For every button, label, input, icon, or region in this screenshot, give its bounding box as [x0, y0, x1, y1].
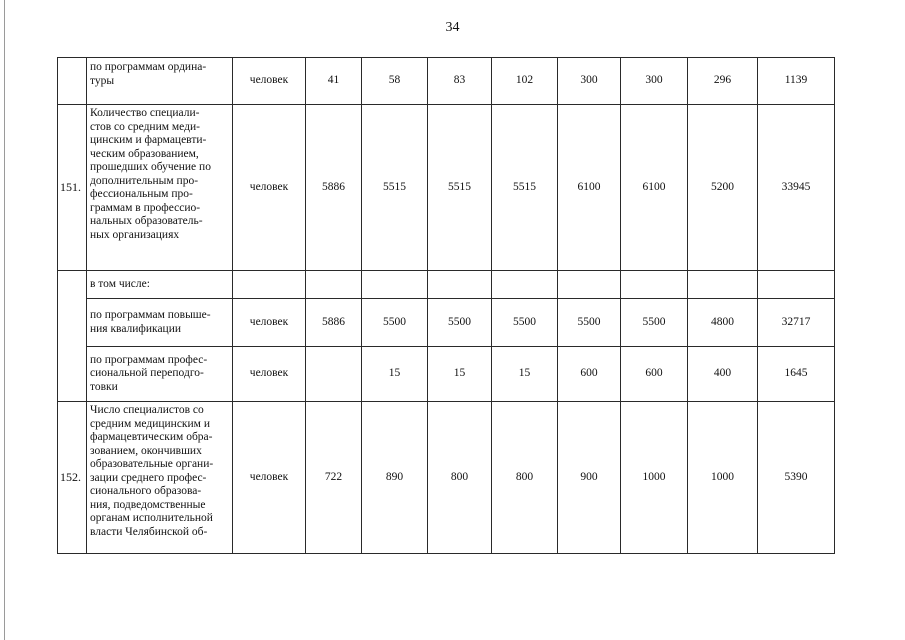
value-cell: 5500 [492, 299, 558, 347]
value-cell: 83 [428, 58, 492, 105]
row-number [58, 271, 87, 402]
value-cell: 1645 [758, 347, 835, 402]
value-cell: 5515 [492, 105, 558, 271]
value-cell: 58 [362, 58, 428, 105]
value-cell: 15 [362, 347, 428, 402]
value-cell: 5886 [306, 105, 362, 271]
row-name: по программам повыше- ния квалификации [87, 299, 233, 347]
value-cell: 890 [362, 402, 428, 554]
value-cell: 15 [428, 347, 492, 402]
value-cell: 4800 [688, 299, 758, 347]
value-cell: 15 [492, 347, 558, 402]
value-cell [306, 347, 362, 402]
page-left-border [4, 0, 5, 640]
value-cell [621, 271, 688, 299]
row-unit: человек [233, 347, 306, 402]
row-name: по программам ордина- туры [87, 58, 233, 105]
value-cell: 800 [492, 402, 558, 554]
row-unit: человек [233, 299, 306, 347]
value-cell: 102 [492, 58, 558, 105]
value-cell: 5500 [428, 299, 492, 347]
value-cell: 5515 [362, 105, 428, 271]
statistics-table [57, 57, 835, 554]
table-row [58, 402, 835, 554]
value-cell: 6100 [558, 105, 621, 271]
value-cell [306, 271, 362, 299]
value-cell: 5500 [362, 299, 428, 347]
value-cell: 32717 [758, 299, 835, 347]
value-cell: 1000 [621, 402, 688, 554]
table-row [58, 299, 835, 347]
row-number [58, 58, 87, 105]
value-cell: 33945 [758, 105, 835, 271]
value-cell: 800 [428, 402, 492, 554]
value-cell: 1139 [758, 58, 835, 105]
value-cell: 5390 [758, 402, 835, 554]
table-row [58, 347, 835, 402]
value-cell: 5886 [306, 299, 362, 347]
table-row [58, 58, 835, 105]
value-cell: 5200 [688, 105, 758, 271]
table-row [58, 105, 835, 271]
row-name: Число специалистов со средним медицинским и фармацевтическим обра- зованием, окончивших образовательные органи- зации среднего профес- сионального образова- ния, подведомственные органам исполнительной власти Челябинской об- [87, 402, 233, 554]
value-cell [558, 271, 621, 299]
value-cell [362, 271, 428, 299]
table-row [58, 271, 835, 299]
value-cell: 296 [688, 58, 758, 105]
row-unit: человек [233, 58, 306, 105]
value-cell: 41 [306, 58, 362, 105]
row-unit: человек [233, 105, 306, 271]
value-cell: 722 [306, 402, 362, 554]
value-cell: 400 [688, 347, 758, 402]
value-cell: 300 [558, 58, 621, 105]
value-cell: 5500 [558, 299, 621, 347]
row-unit: человек [233, 402, 306, 554]
value-cell [758, 271, 835, 299]
value-cell: 300 [621, 58, 688, 105]
value-cell: 5515 [428, 105, 492, 271]
value-cell [492, 271, 558, 299]
value-cell: 6100 [621, 105, 688, 271]
row-unit [233, 271, 306, 299]
row-name: в том числе: [87, 271, 233, 299]
value-cell: 5500 [621, 299, 688, 347]
page-number: 34 [445, 20, 460, 35]
value-cell: 600 [558, 347, 621, 402]
value-cell: 600 [621, 347, 688, 402]
value-cell [428, 271, 492, 299]
row-name: по программам профес- сиональной переподго- товки [87, 347, 233, 402]
row-name: Количество специали- стов со средним меди- цинским и фармацевти- ческим образованием, прошедших обучение по дополнительным про- фессиональным про- граммам в профессио- нальных образователь- ных организациях [87, 105, 233, 271]
value-cell [688, 271, 758, 299]
row-number: 151. [58, 105, 87, 271]
row-number: 152. [58, 402, 87, 554]
value-cell: 1000 [688, 402, 758, 554]
value-cell: 900 [558, 402, 621, 554]
